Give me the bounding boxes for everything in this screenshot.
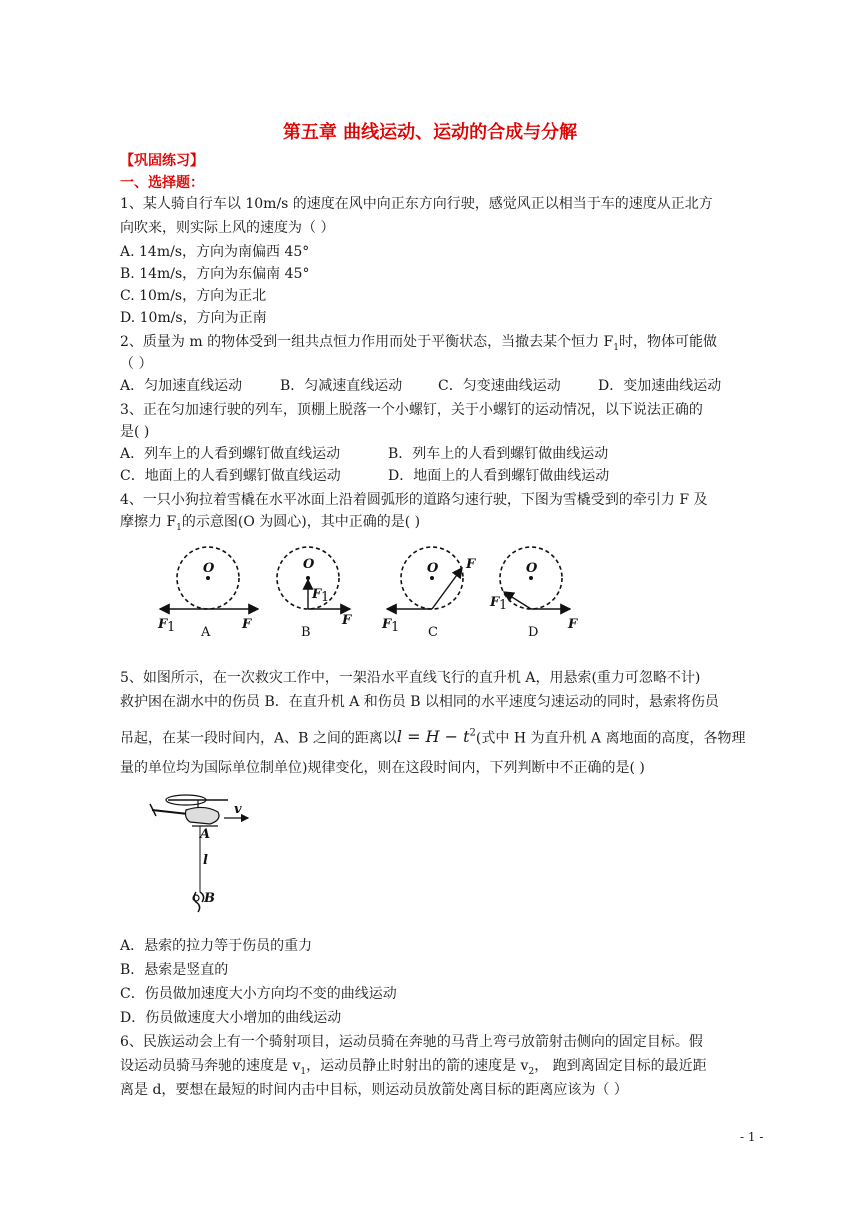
f1-label: F [490, 595, 500, 610]
diagram-c [381, 547, 476, 640]
q1-option-a: A. 14m/s，方向为南偏西 45° [120, 244, 310, 260]
q6-stem-text-a: 设运动员骑马奔驰的速度是 v [120, 1058, 301, 1074]
f1-subscript: 1 [499, 598, 508, 613]
q1-option-d: D. 10m/s，方向为正南 [120, 310, 267, 326]
q1-option-b: B. 14m/s，方向为东偏南 45° [120, 266, 310, 282]
q1-option-c: C. 10m/s，方向为正北 [120, 288, 267, 304]
q2-stem-line2: （ ） [120, 356, 153, 372]
q3-stem-line2: 是( ) [120, 424, 150, 440]
f-label: F [342, 613, 352, 628]
q5-option-d: D．伤员做速度大小增加的曲线运动 [120, 1010, 342, 1026]
formula-l: l [396, 727, 402, 747]
q6-stem-text-b: ，运动员静止时射出的箭的速度是 v [306, 1058, 529, 1074]
q6-stem-line2 [120, 1056, 707, 1082]
formula-eq: = [401, 727, 426, 747]
option-label-c: C [428, 625, 438, 640]
q2-option-a: A．匀加速直线运动 [120, 378, 243, 394]
center-o-label: O [203, 561, 215, 576]
subsection-heading: 一、选择题： [120, 175, 204, 191]
diagram-b [277, 547, 352, 640]
q2-stem-end: 时，物体可能做 [618, 334, 717, 350]
velocity-v-label: v [234, 802, 242, 817]
q2-stem-line1 [120, 332, 717, 358]
formula-h: H [425, 727, 440, 747]
center-o-label: O [427, 561, 439, 576]
center-o-label: O [526, 561, 538, 576]
option-label-a: A [201, 625, 211, 640]
q3-option-d: D．地面上的人看到螺钉做曲线运动 [388, 468, 610, 484]
q5-stem-line2: 救护困在湖水中的伤员 B．在直升机 A 和伤员 B 以相同的水平速度匀速运动的同时，悬索将伤员 [120, 694, 719, 710]
helicopter-diagram [148, 788, 258, 916]
diagram-d [489, 547, 578, 640]
q4-stem-text-b: 的示意图(O 为圆心)，其中正确的是( ) [181, 514, 421, 530]
q4-stem-line1: 4、一只小狗拉着雪橇在水平冰面上沿着圆弧形的道路匀速行驶，下图为雪橇受到的牵引力 F 及 [120, 492, 708, 508]
q2-options [120, 376, 721, 396]
q3-options-row2 [120, 466, 609, 486]
sled-force-diagram [150, 540, 590, 640]
chapter-title: 第五章 曲线运动、运动的合成与分解 [282, 122, 578, 143]
length-l-label: l [203, 853, 208, 868]
q3-option-c: C．地面上的人看到螺钉做直线运动 [120, 468, 341, 484]
q2-option-d: D．变加速曲线运动 [598, 378, 722, 394]
q6-subscript-2: 2 [528, 1066, 535, 1077]
center-o-label: O [303, 557, 315, 572]
f-label: F [242, 617, 252, 632]
point-b-label: B [204, 891, 215, 906]
f1-label: F [382, 617, 392, 632]
f-label: F [466, 557, 476, 572]
q5-stem-text-b: (式中 H 为直升机 A 离地面的高度，各物理 [475, 730, 746, 747]
formula-minus: − [439, 727, 464, 747]
f1-subscript: 1 [167, 620, 176, 635]
formula-exponent: 2 [469, 728, 476, 739]
q4-stem-text-a: 摩擦力 F [120, 514, 177, 530]
f-label: F [568, 617, 578, 632]
q4-subscript: 1 [176, 522, 182, 533]
f1-subscript: 1 [391, 620, 400, 635]
q5-option-b: B．悬索是竖直的 [120, 962, 229, 978]
q2-subscript: 1 [613, 342, 619, 353]
q2-option-c: C．匀变速曲线运动 [438, 378, 561, 394]
q6-stem-line1: 6、民族运动会上有一个骑射项目，运动员骑在奔驰的马背上弯弓放箭射击侧向的固定目标。假 [120, 1034, 703, 1050]
q1-stem-line1: 1、某人骑自行车以 10m/s 的速度在风中向正东方向行驶，感觉风正以相当于车的速度从正北方 [120, 196, 713, 212]
q5-stem-text-a: 吊起，在某一段时间内，A、B 之间的距离以 [120, 730, 397, 747]
q5-stem-line1: 5、如图所示，在一次救灾工作中，一架沿水平直线飞行的直升机 A，用悬索(重力可忽略不计) [120, 670, 701, 686]
q1-stem-line2: 向吹来，则实际上风的速度为（ ） [120, 220, 335, 236]
point-a-label: A [200, 827, 211, 842]
q5-formula [397, 727, 476, 746]
q5-option-a: A．悬索的拉力等于伤员的重力 [120, 938, 313, 954]
formula-t: t [463, 727, 470, 747]
f1-label: F [158, 617, 168, 632]
f1-subscript: 1 [321, 590, 330, 605]
q5-stem-line4: 量的单位均为国际单位制单位)规律变化，则在这段时间内，下列判断中不正确的是( ) [120, 760, 645, 776]
q2-option-b: B．匀减速直线运动 [280, 378, 403, 394]
option-label-b: B [301, 625, 311, 640]
option-label-d: D [528, 625, 539, 640]
q6-subscript-1: 1 [300, 1066, 307, 1077]
f1-label: F [312, 587, 322, 602]
diagram-a [157, 547, 258, 640]
q3-options-row1 [120, 444, 608, 464]
q2-stem-text: 2、质量为 m 的物体受到一组共点恒力作用而处于平衡状态，当撤去某个恒力 F [120, 334, 614, 350]
q6-stem-line3: 离是 d，要想在最短的时间内击中目标，则运动员放箭处离目标的距离应该为（ ） [120, 1082, 628, 1098]
section-heading: 【巩固练习】 [120, 153, 204, 169]
q3-option-b: B．列车上的人看到螺钉做曲线运动 [388, 446, 609, 462]
q3-stem-line1: 3、正在匀加速行驶的列车，顶棚上脱落一个小螺钉，关于小螺钉的运动情况，以下说法正确的 [120, 402, 703, 418]
q5-option-c: C．伤员做加速度大小方向均不变的曲线运动 [120, 986, 397, 1002]
q5-stem-line3 [120, 724, 746, 748]
q4-stem-line2 [120, 512, 420, 538]
q6-stem-text-c: ， 跑到离固定目标的最近距 [534, 1058, 707, 1074]
page-number: - 1 - [740, 1130, 764, 1144]
q3-option-a: A．列车上的人看到螺钉做直线运动 [120, 446, 341, 462]
